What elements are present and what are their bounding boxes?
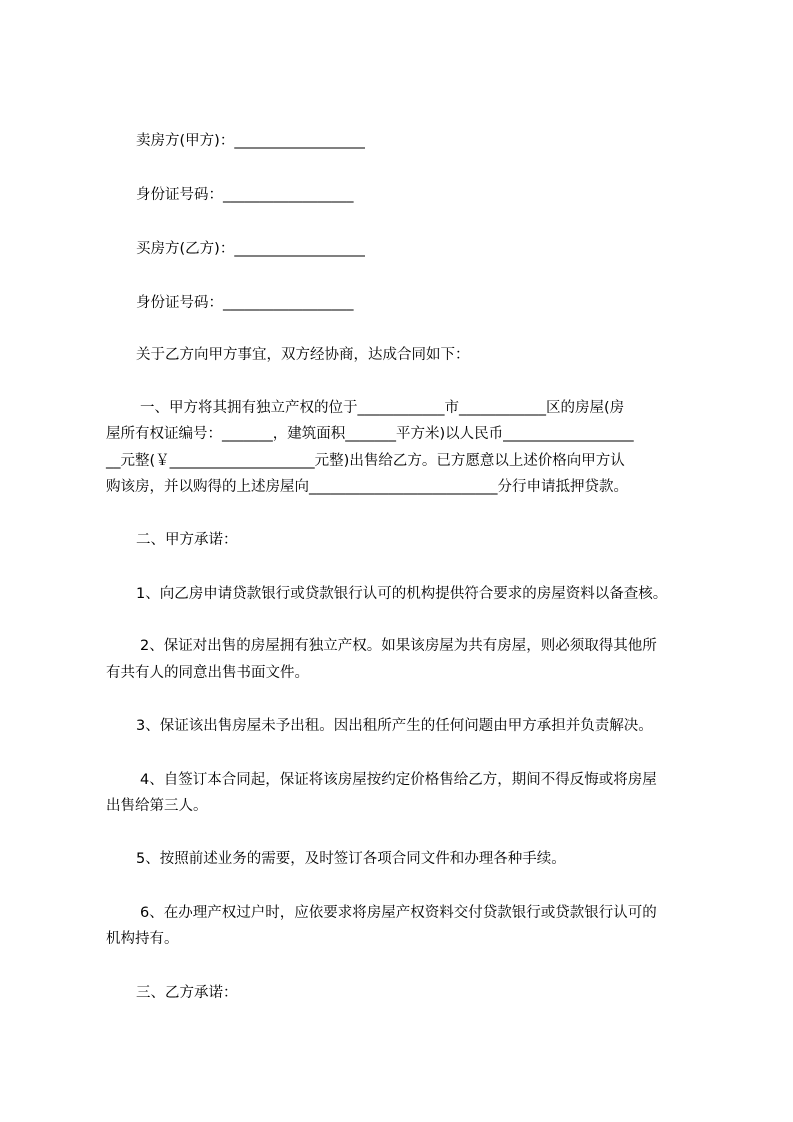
seller-party-line: 卖房方(甲方)：__________________	[136, 133, 365, 149]
section-2-heading: 二、甲方承诺：	[136, 532, 238, 548]
intro-paragraph: 关于乙方向甲方事宜，双方经协商，达成合同如下：	[136, 347, 470, 363]
clause-1-line-4: 购该房，并以购得的上述房屋向__________________________分行申请抵押贷款。	[106, 479, 628, 495]
section-2-item-2-line-2: 有共有人的同意出售书面文件。	[106, 665, 309, 681]
section-2-item-6-line-1: 6、在办理产权过户时，应依要求将房屋产权资料交付贷款银行或贷款银行认可的	[140, 905, 657, 921]
section-2-item-2-line-1: 2、保证对出售的房屋拥有独立产权。如果该房屋为共有房屋，则必须取得其他所	[140, 638, 657, 654]
buyer-id-line: 身份证号码：__________________	[136, 295, 354, 311]
section-2-item-1: 1、向乙房申请贷款银行或贷款银行认可的机构提供符合要求的房屋资料以备查核。	[136, 586, 668, 602]
section-3-heading: 三、乙方承诺：	[136, 985, 238, 1001]
section-2-item-5: 5、按照前述业务的需要，及时签订各项合同文件和办理各种手续。	[136, 851, 566, 867]
section-2-item-6-line-2: 机构持有。	[106, 931, 179, 947]
clause-1-line-3: __元整(￥____________________元整)出售给乙方。已方愿意以上述价格向甲方认	[106, 453, 625, 469]
section-2-item-4-line-1: 4、自签订本合同起，保证将该房屋按约定价格售给乙方，期间不得反悔或将房屋	[140, 772, 657, 788]
seller-id-line: 身份证号码：__________________	[136, 187, 354, 203]
buyer-party-line: 买房方(乙方)：__________________	[136, 241, 365, 257]
clause-1-line-1: 一、甲方将其拥有独立产权的位于____________市____________区的房屋(房	[140, 400, 625, 416]
clause-1-line-2: 屋所有权证编号：_______，建筑面积_______平方米)以人民币__________________	[106, 426, 634, 442]
section-2-item-4-line-2: 出售给第三人。	[106, 798, 208, 814]
section-2-item-3: 3、保证该出售房屋未予出租。因出租所产生的任何问题由甲方承担并负责解决。	[136, 718, 653, 734]
